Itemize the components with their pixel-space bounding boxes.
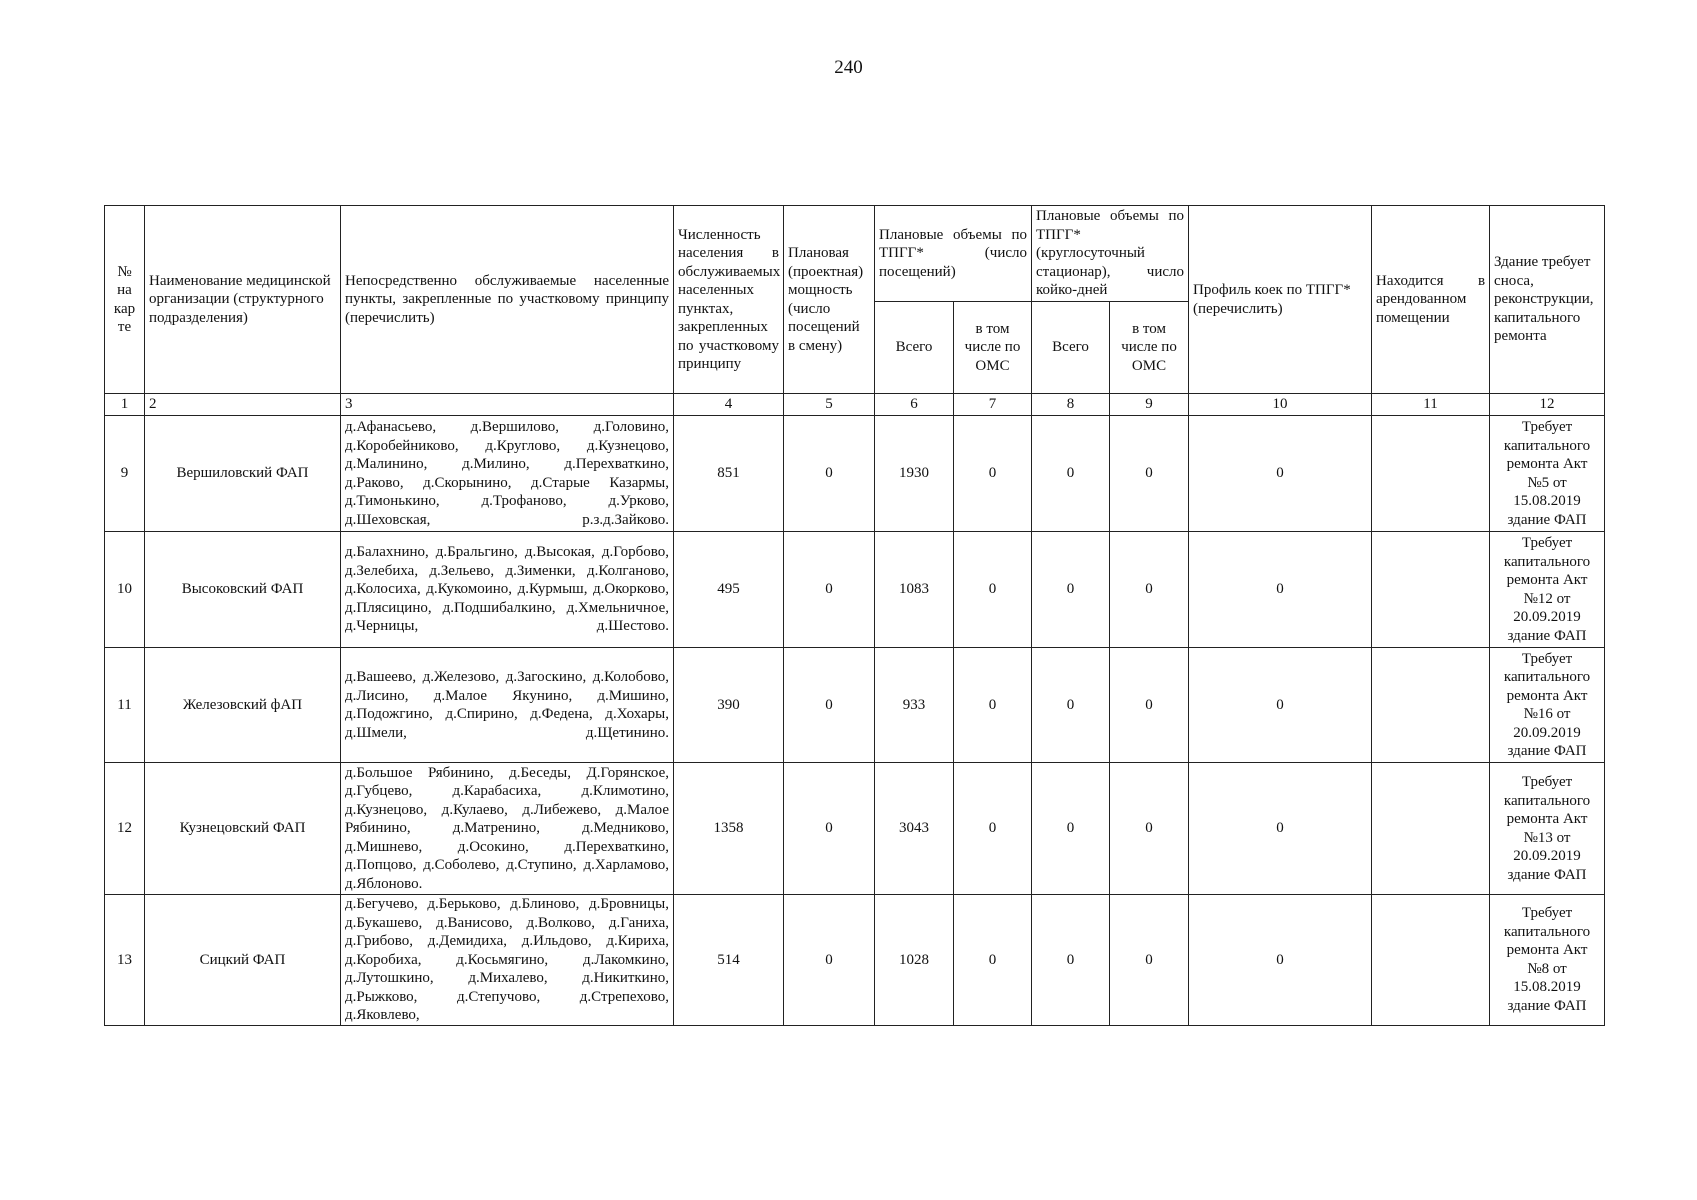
column-number: 9 — [1110, 394, 1189, 416]
column-number: 11 — [1372, 394, 1490, 416]
bed-profile: 0 — [1189, 763, 1372, 895]
beddays-oms: 0 — [1110, 416, 1189, 532]
visits-oms: 0 — [954, 532, 1032, 648]
beddays-total: 0 — [1032, 648, 1110, 763]
visits-total: 1930 — [875, 416, 954, 532]
row-number: 9 — [105, 416, 145, 532]
capacity: 0 — [784, 895, 875, 1026]
visits-oms: 0 — [954, 416, 1032, 532]
repair-status: Требует капитального ремонта Акт №12 от 20.09.2019 здание ФАП — [1490, 532, 1605, 648]
header-visits-oms: в том числе по ОМС — [954, 302, 1032, 394]
header-population: Численность населения в обслуживаемых населенных пунктах, закрепленных по участковому принципу — [674, 206, 784, 394]
visits-oms: 0 — [954, 763, 1032, 895]
capacity: 0 — [784, 416, 875, 532]
header-capacity: Плановая (проектная) мощность (число посещений в смену) — [784, 206, 875, 394]
header-beddays-oms: в том числе по ОМС — [1110, 302, 1189, 394]
visits-total: 1083 — [875, 532, 954, 648]
population: 495 — [674, 532, 784, 648]
medical-facilities-table — [104, 205, 1605, 1026]
visits-total: 1028 — [875, 895, 954, 1026]
visits-oms: 0 — [954, 648, 1032, 763]
rented-premises — [1372, 763, 1490, 895]
population: 1358 — [674, 763, 784, 895]
row-number: 10 — [105, 532, 145, 648]
row-number: 11 — [105, 648, 145, 763]
settlements-list: д.Балахнино, д.Бральгино, д.Высокая, д.Горбово, д.Зелебиха, д.Зельево, д.Зименки, д.Колганово, д.Колосиха, д.Кукомоино, д.Курмыш, д.Окорково, д.Плясицино, д.Подшибалкино, д.Хмельничное, д.Черницы, д.Шестово. — [341, 532, 674, 648]
settlements-list: д.Бегучево, д.Берьково, д.Блиново, д.Бровницы, д.Букашево, д.Ванисово, д.Волково, д.Ганиха, д.Грибово, д.Демидиха, д.Ильдово, д.Кириха, д.Коробиха, д.Косьмягино, д.Лакомкино, д.Лутошкино, д.Михалево, д.Никиткино, д.Рыжково, д.Степучово, д.Стрепехово, д.Яковлево, — [341, 895, 674, 1026]
row-number: 13 — [105, 895, 145, 1026]
beddays-total: 0 — [1032, 416, 1110, 532]
column-number: 4 — [674, 394, 784, 416]
repair-status: Требует капитального ремонта Акт №16 от 20.09.2019 здание ФАП — [1490, 648, 1605, 763]
organization-name: Высоковский ФАП — [145, 532, 341, 648]
rented-premises — [1372, 532, 1490, 648]
organization-name: Вершиловский ФАП — [145, 416, 341, 532]
column-number: 8 — [1032, 394, 1110, 416]
header-organization: Наименование медицинской организации (структурного подразделения) — [145, 206, 341, 394]
header-number: № на кар те — [105, 206, 145, 394]
population: 390 — [674, 648, 784, 763]
settlements-list: д.Афанасьево, д.Вершилово, д.Головино, д.Коробейниково, д.Круглово, д.Кузнецово, д.Малинино, д.Милино, д.Перехваткино, д.Раково, д.Скорынино, д.Старые Казармы, д.Тимонькино, д.Трофаново, д.Урково, д.Шеховская, р.з.д.Зайково. — [341, 416, 674, 532]
column-number: 12 — [1490, 394, 1605, 416]
bed-profile: 0 — [1189, 532, 1372, 648]
organization-name: Сицкий ФАП — [145, 895, 341, 1026]
settlements-list: д.Вашеево, д.Железово, д.Загоскино, д.Колобово, д.Лисино, д.Малое Якунино, д.Мишино, д.Подожгино, д.Спирино, д.Федена, д.Хохары, д.Шмели, д.Щетинино. — [341, 648, 674, 763]
header-beddays-total: Всего — [1032, 302, 1110, 394]
bed-profile: 0 — [1189, 895, 1372, 1026]
organization-name: Кузнецовский ФАП — [145, 763, 341, 895]
bed-profile: 0 — [1189, 416, 1372, 532]
header-rented: Находится в арендованном помещении — [1372, 206, 1490, 394]
capacity: 0 — [784, 763, 875, 895]
column-number: 6 — [875, 394, 954, 416]
table-row — [105, 895, 1605, 1026]
column-number: 3 — [341, 394, 674, 416]
beddays-oms: 0 — [1110, 895, 1189, 1026]
visits-total: 3043 — [875, 763, 954, 895]
table-row — [105, 416, 1605, 532]
column-number: 5 — [784, 394, 875, 416]
repair-status: Требует капитального ремонта Акт №13 от 20.09.2019 здание ФАП — [1490, 763, 1605, 895]
rented-premises — [1372, 416, 1490, 532]
bed-profile: 0 — [1189, 648, 1372, 763]
beddays-oms: 0 — [1110, 648, 1189, 763]
table-row — [105, 648, 1605, 763]
visits-oms: 0 — [954, 895, 1032, 1026]
row-number: 12 — [105, 763, 145, 895]
beddays-total: 0 — [1032, 895, 1110, 1026]
header-beddays-group: Плановые объемы по ТПГГ* (круглосуточный стационар), число койко-дней — [1032, 206, 1189, 302]
capacity: 0 — [784, 532, 875, 648]
beddays-oms: 0 — [1110, 532, 1189, 648]
population: 514 — [674, 895, 784, 1026]
repair-status: Требует капитального ремонта Акт №8 от 15.08.2019 здание ФАП — [1490, 895, 1605, 1026]
rented-premises — [1372, 895, 1490, 1026]
population: 851 — [674, 416, 784, 532]
capacity: 0 — [784, 648, 875, 763]
beddays-total: 0 — [1032, 763, 1110, 895]
rented-premises — [1372, 648, 1490, 763]
beddays-oms: 0 — [1110, 763, 1189, 895]
repair-status: Требует капитального ремонта Акт №5 от 15.08.2019 здание ФАП — [1490, 416, 1605, 532]
header-bed-profile: Профиль коек по ТПГГ* (перечислить) — [1189, 206, 1372, 394]
column-number: 7 — [954, 394, 1032, 416]
table-row — [105, 763, 1605, 895]
visits-total: 933 — [875, 648, 954, 763]
organization-name: Железовский фАП — [145, 648, 341, 763]
header-visits-group: Плановые объемы по ТПГГ* (число посещений) — [875, 206, 1032, 302]
header-row — [105, 206, 1605, 302]
column-numbers-row — [105, 394, 1605, 416]
header-settlements: Непосредственно обслуживаемые населенные пункты, закрепленные по участковому принципу (перечислить) — [341, 206, 674, 394]
header-visits-total: Всего — [875, 302, 954, 394]
header-repair: Здание требует сноса, реконструкции, капитального ремонта — [1490, 206, 1605, 394]
beddays-total: 0 — [1032, 532, 1110, 648]
column-number: 2 — [145, 394, 341, 416]
page-number: 240 — [834, 57, 863, 78]
table-row — [105, 532, 1605, 648]
settlements-list: д.Большое Рябинино, д.Беседы, Д.Горянское, д.Губцево, д.Карабасиха, д.Климотино, д.Кузнецово, д.Кулаево, д.Либежево, д.Малое Рябинино, д.Матренино, д.Медниково, д.Мишнево, д.Осокино, д.Перехваткино, д.Попцово, д.Соболево, д.Ступино, д.Харламово, д.Яблоново. — [341, 763, 674, 895]
column-number: 1 — [105, 394, 145, 416]
column-number: 10 — [1189, 394, 1372, 416]
